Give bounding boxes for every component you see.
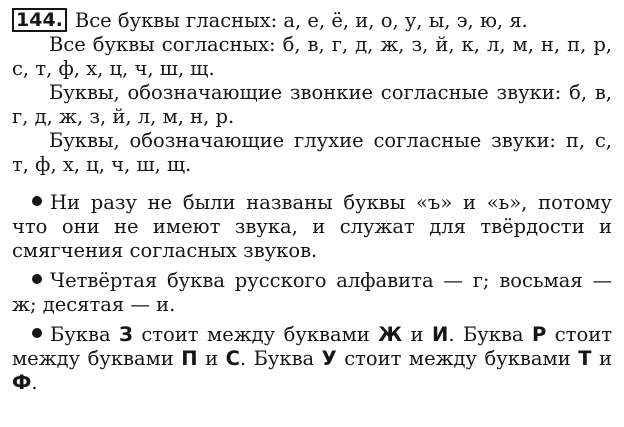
voiced-paragraph	[12, 81, 612, 129]
bullet-dot-icon	[32, 196, 42, 206]
letter-t: Т	[578, 347, 592, 370]
bullet-3-text: Буква	[50, 323, 120, 346]
consonants-line: Все буквы согласных: б, в, г, д, ж, з, й, к, л, м, н, п, р, с, т, ф, х, ц, ч, ш, щ.	[12, 33, 612, 80]
voiced-line: Буквы, обозначающие звонкие согласные звуки: б, в, г, д, ж, з, й, л, м, н, р.	[12, 81, 612, 128]
voiceless-paragraph	[12, 129, 612, 177]
consonants-paragraph	[12, 33, 612, 81]
vowels-paragraph	[12, 8, 612, 33]
letter-p: П	[181, 347, 198, 370]
bullet-3-text: стоит между буквами	[12, 323, 612, 370]
letter-z: З	[119, 323, 133, 346]
letter-s: С	[225, 347, 240, 370]
bullet-3-text: стоит между буквами	[132, 323, 379, 346]
bullet-text-1: Ни разу не были названы буквы «ъ» и «ь», потому что они не имеют звука, и служат для твёрдости и смягчения согласных звуков.	[12, 191, 612, 262]
bullet-dot-icon	[32, 328, 42, 338]
bullet-3-text: . Буква	[448, 323, 532, 346]
letter-u: У	[321, 347, 337, 370]
section-gap	[12, 177, 612, 191]
bullet-paragraph-3	[12, 323, 612, 395]
bullet-3-text: и	[197, 347, 226, 370]
letter-zh: Ж	[378, 323, 403, 346]
bullet-3-text: и	[402, 323, 432, 346]
bullet-paragraph-2	[12, 269, 612, 317]
letter-i: И	[431, 323, 449, 346]
bullet-dot-icon	[32, 274, 42, 284]
bullet-3-text: и	[591, 347, 612, 370]
letter-r: Р	[532, 323, 547, 346]
bullet-3-text: стоит между буквами	[336, 347, 579, 370]
exercise-number: 144.	[12, 8, 67, 32]
letter-f: Ф	[12, 371, 32, 394]
vowels-line: Все буквы гласных: а, е, ё, и, о, у, ы, э, ю, я.	[74, 9, 528, 32]
voiceless-line: Буквы, обозначающие глухие согласные звуки: п, с, т, ф, х, ц, ч, ш, щ.	[12, 129, 612, 176]
bullet-paragraph-1	[12, 191, 612, 263]
bullet-text-2: Четвёртая буква русского алфавита — г; восьмая — ж; десятая — и.	[12, 269, 612, 316]
textbook-answer	[12, 8, 612, 395]
bullet-3-text: . Буква	[239, 347, 322, 370]
bullet-3-text: .	[31, 371, 38, 394]
